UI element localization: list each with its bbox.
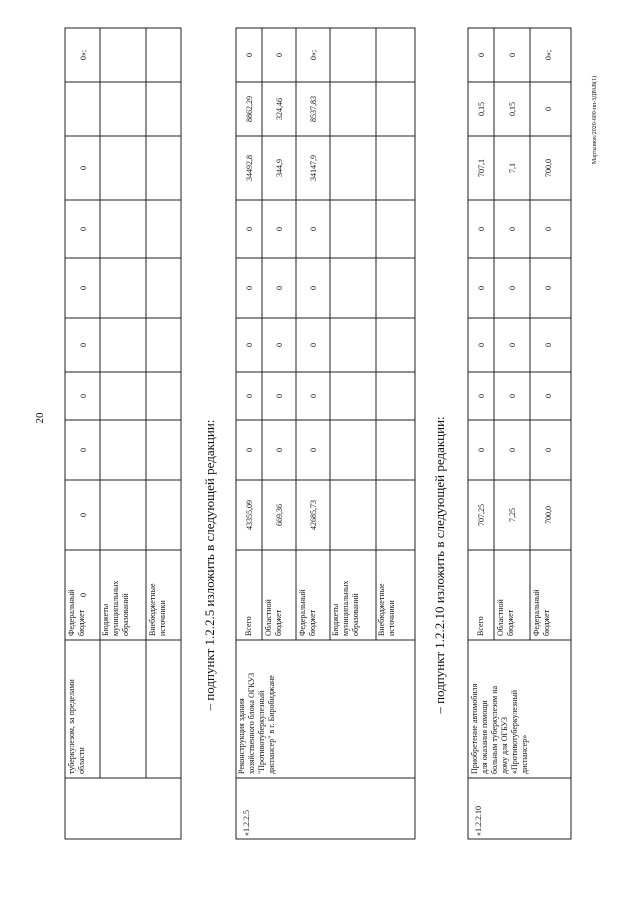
table-cell: 0 — [508, 53, 517, 57]
table-cell: 0 — [477, 394, 486, 398]
table-cell: 324,46 — [275, 98, 284, 120]
table-cell: 0 — [544, 343, 553, 347]
table-1-source-extrabudget: Внебюджетные источники — [148, 583, 167, 636]
table-cell: 7,1 — [508, 163, 517, 173]
table-3-source-federal: Федеральный бюджет — [532, 589, 551, 636]
table-cell: 0 — [544, 448, 553, 452]
table-cell: 0 — [508, 343, 517, 347]
table-cell: 700,0 — [544, 506, 553, 524]
table-2-source-federal: Федеральный бюджет — [298, 589, 317, 636]
table-cell: 0 — [245, 53, 254, 57]
table-3-row-regional — [508, 53, 517, 522]
table-cell: 0 — [544, 227, 553, 231]
table-cell: 707,25 — [477, 504, 486, 526]
footer-code: Мартынюк/2020-600-пп-3ДРАВ(1) — [592, 75, 598, 165]
table-2-row-total — [245, 53, 254, 530]
table-cell: 707,1 — [477, 159, 486, 177]
table-cell: 8862,29 — [245, 96, 254, 122]
table-cell: 7,25 — [508, 508, 517, 522]
table-3-item-number: «1.2.2.10 — [474, 806, 483, 836]
table-cell: 0 — [508, 286, 517, 290]
table-cell: 0 — [508, 227, 517, 231]
table-cell: 0 — [275, 286, 284, 290]
table-cell: 0,15 — [477, 102, 486, 116]
table-3 — [468, 28, 571, 839]
table-cell: 0 — [508, 448, 517, 452]
table-1-name: туберкулезом, за пределами области — [67, 679, 86, 774]
table-2-item-name: Реконструкция здания хозяйственного блока ОГКУЗ "Противотуберкулезный диспансер" в г. Биробиджане — [237, 672, 276, 774]
table-cell: 0 — [477, 343, 486, 347]
table-2-row-federal — [309, 50, 318, 530]
table-3-row-federal — [544, 50, 553, 524]
section-heading-1: – подпункт 1.2.2.5 изложить в следующей редакции: — [202, 419, 217, 711]
table-cell: 8537,83 — [309, 96, 318, 122]
table-cell: 0»; — [309, 49, 318, 61]
table-cell: 0 — [245, 227, 254, 231]
table-cell: 0 — [477, 53, 486, 57]
table-2-item-number: «1.2.2.5 — [242, 810, 251, 836]
table-cell: 0»; — [79, 49, 88, 61]
table-cell: 0 — [477, 448, 486, 452]
table-cell: 0 — [275, 394, 284, 398]
table-cell: 0 — [544, 286, 553, 290]
table-cell: 0 — [79, 448, 88, 452]
table-cell: 0 — [477, 227, 486, 231]
table-cell: 0 — [309, 343, 318, 347]
section-heading-2: – подпункт 1.2.2.10 изложить в следующей редакции: — [432, 416, 447, 714]
table-cell: 0 — [275, 448, 284, 452]
table-cell: 0 — [508, 394, 517, 398]
table-2 — [236, 28, 415, 839]
table-3-item-name: Приобретение автомобиля для оказания помощи больным туберкулезом на дому для ОГБУЗ «Противотуберкулезный диспансер» — [470, 683, 529, 774]
table-2-source-municipal: Бюджеты муниципальных образований — [331, 580, 360, 636]
table-cell: 0 — [79, 227, 88, 231]
table-cell: 0 — [477, 286, 486, 290]
table-cell: 0 — [275, 343, 284, 347]
table-1-source-federal: Федеральный бюджет — [67, 589, 86, 636]
table-cell: 34492,8 — [245, 155, 254, 181]
table-cell: 0 — [544, 394, 553, 398]
table-2-source-regional: Областной бюджет — [264, 599, 283, 636]
table-cell: 34147,9 — [309, 155, 318, 181]
table-1-values — [79, 50, 88, 597]
table-cell: 0 — [245, 286, 254, 290]
table-cell: 0 — [79, 343, 88, 347]
table-cell: 0 — [245, 394, 254, 398]
table-cell: 0 — [79, 394, 88, 398]
table-cell: 0 — [544, 107, 553, 111]
table-cell: 0 — [309, 227, 318, 231]
table-1-source-municipal: Бюджеты муниципальных образований — [101, 580, 130, 636]
table-1 — [65, 28, 181, 839]
page-number: 20 — [34, 412, 46, 424]
table-cell: 700,0 — [544, 159, 553, 177]
table-cell: 0 — [79, 166, 88, 170]
table-cell: 43355,09 — [245, 500, 254, 530]
table-cell: 0 — [245, 448, 254, 452]
table-cell: 344,9 — [275, 159, 284, 177]
table-2-source-total: Всего — [244, 616, 253, 636]
table-3-row-total — [477, 53, 486, 526]
table-cell: 0 — [275, 227, 284, 231]
table-cell: 669,36 — [275, 504, 284, 526]
table-2-source-extrabudget: Внебюджетные источники — [377, 583, 396, 636]
table-cell: 0 — [309, 394, 318, 398]
table-cell: 0 — [79, 286, 88, 290]
table-2-row-regional — [275, 53, 284, 526]
table-cell: 0 — [275, 53, 284, 57]
table-cell: 0 — [245, 343, 254, 347]
table-cell: 42685,73 — [309, 500, 318, 530]
table-3-source-regional: Областной бюджет — [496, 599, 515, 636]
table-cell: 0 — [309, 448, 318, 452]
table-cell: 0 — [309, 286, 318, 290]
table-cell: 0»; — [544, 49, 553, 61]
table-cell: 0,15 — [508, 102, 517, 116]
table-cell: 0 — [79, 513, 88, 517]
table-cell: 0 — [79, 593, 88, 597]
table-3-source-total: Всего — [476, 616, 485, 636]
